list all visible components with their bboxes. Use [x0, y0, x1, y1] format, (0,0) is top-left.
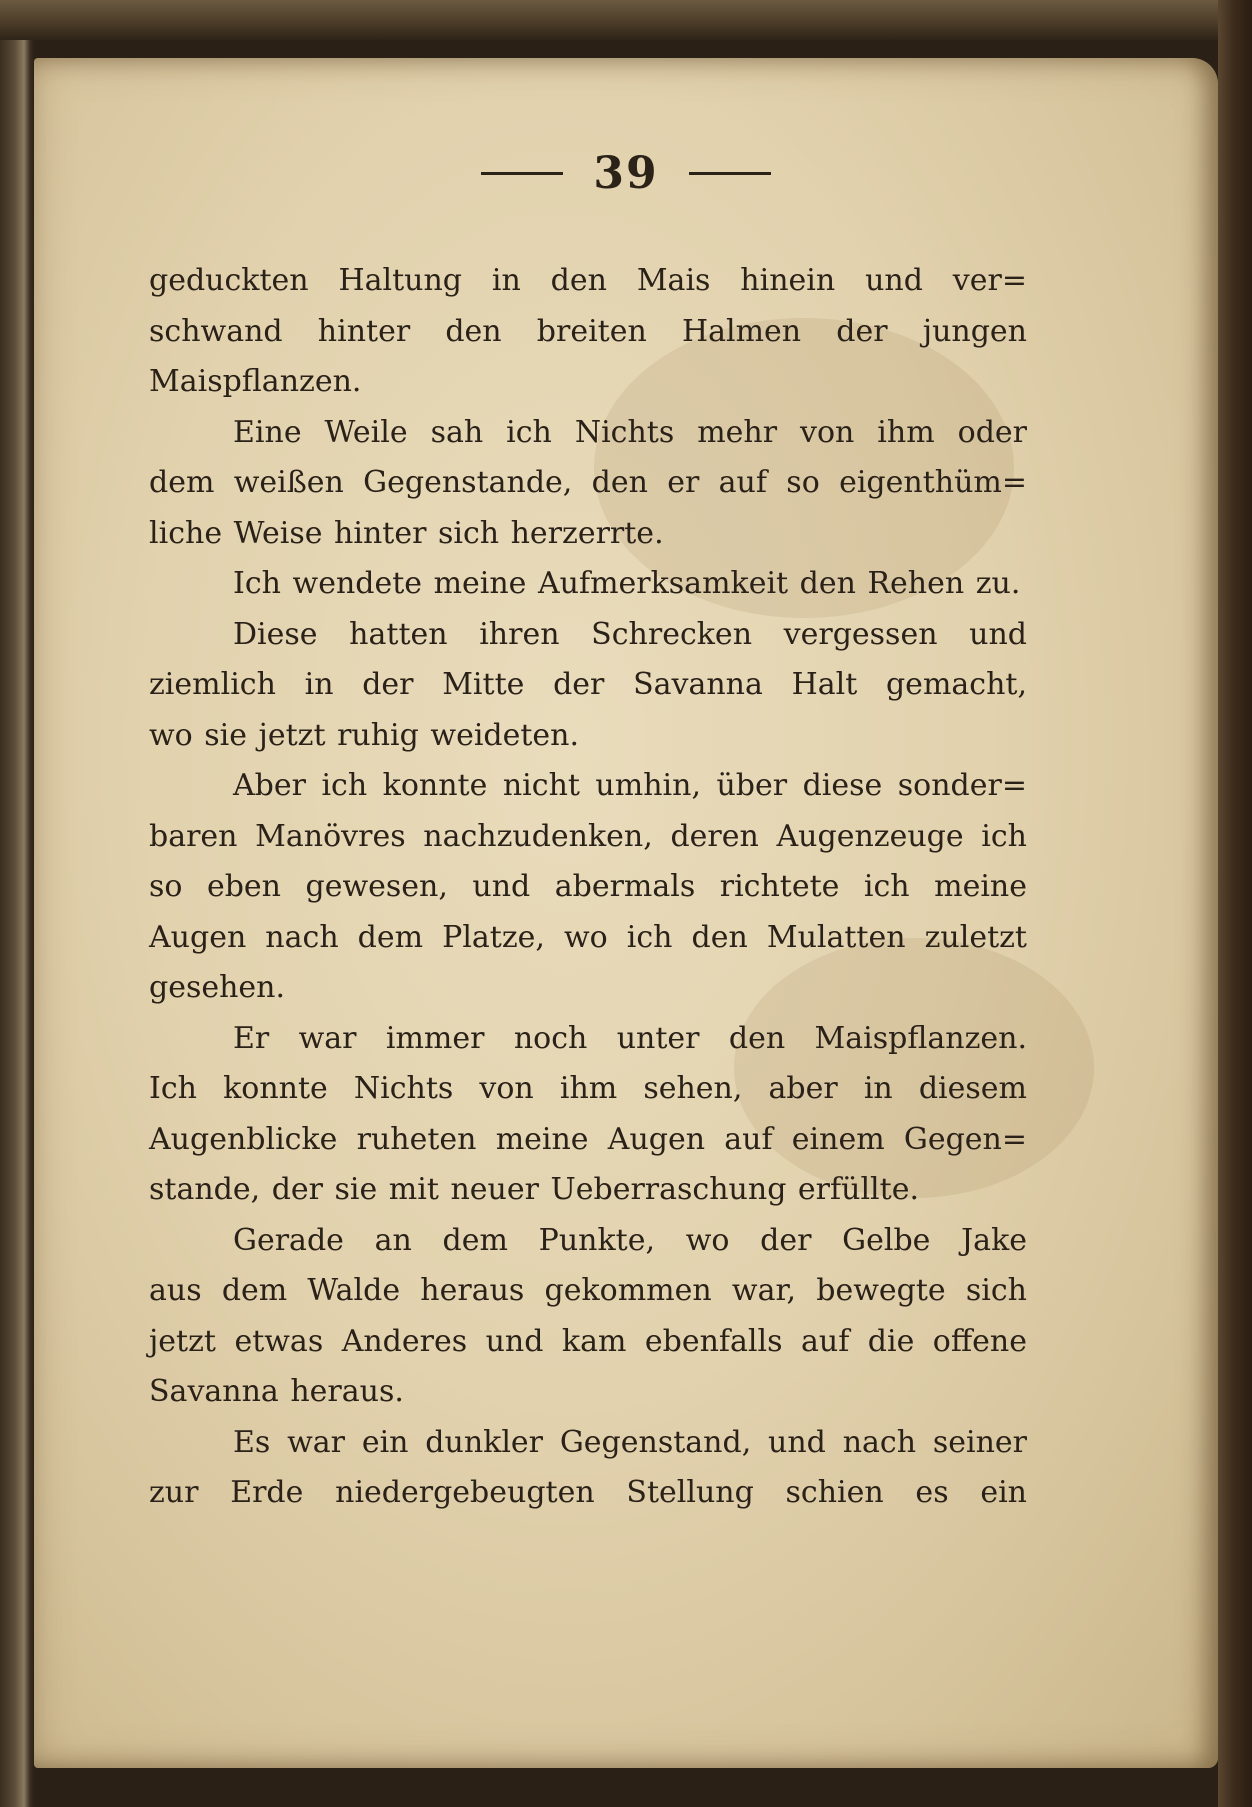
text-line: geduckten Haltung in den Mais hinein und ver=	[149, 263, 1027, 298]
text-line: zur Erde niedergebeugten Stellung schien es ein	[149, 1475, 1027, 1510]
body-text	[149, 256, 1027, 1519]
page-right-edge	[1218, 0, 1252, 1807]
text-line: aus dem Walde heraus gekommen war, bewegte sich	[149, 1273, 1027, 1308]
text-line: Diese hatten ihren Schrecken vergessen und	[233, 616, 1027, 652]
book-page	[34, 58, 1218, 1768]
page-top-edge	[0, 0, 1252, 40]
text-line: Ich wendete meine Aufmerksamkeit den Rehen zu.	[233, 566, 1021, 601]
text-line: Gerade an dem Punkte, wo der Gelbe Jake	[233, 1222, 1027, 1258]
page-header	[34, 148, 1218, 199]
text-line: wo sie jetzt ruhig weideten.	[149, 717, 580, 753]
text-line: liche Weise hinter sich herzerrte.	[149, 515, 664, 551]
text-line: Aber ich konnte nicht umhin, über diese sonder=	[233, 768, 1027, 803]
text-line: jetzt etwas Anderes und kam ebenfalls auf die offene	[149, 1323, 1027, 1359]
text-line: baren Manövres nachzudenken, deren Augenzeuge ich	[149, 818, 1027, 854]
text-line: Maispflanzen.	[149, 364, 362, 399]
page-number: 39	[593, 148, 659, 199]
text-line: Augenblicke ruheten meine Augen auf einem Gegen=	[149, 1121, 1027, 1157]
text-line: Eine Weile sah ich Nichts mehr von ihm oder	[233, 414, 1027, 450]
text-line: Augen nach dem Platze, wo ich den Mulatten zuletzt	[149, 919, 1027, 955]
text-line: Es war ein dunkler Gegenstand, und nach seiner	[233, 1424, 1027, 1460]
text-line: Ich konnte Nichts von ihm sehen, aber in diesem	[149, 1071, 1027, 1106]
text-line: Er war immer noch unter den Maispflanzen.	[233, 1020, 1027, 1056]
text-line: so eben gewesen, und abermals richtete ich meine	[149, 869, 1027, 904]
header-rule-right	[689, 172, 771, 175]
text-line: gesehen.	[149, 970, 286, 1005]
header-rule-left	[481, 172, 563, 175]
text-line: stande, der sie mit neuer Ueberraschung erfüllte.	[149, 1172, 919, 1207]
text-line: Savanna heraus.	[149, 1374, 404, 1409]
text-line: schwand hinter den breiten Halmen der jungen	[149, 313, 1027, 349]
text-line: dem weißen Gegenstande, den er auf so eigenthüm=	[149, 465, 1027, 500]
text-line: ziemlich in der Mitte der Savanna Halt gemacht,	[149, 667, 1027, 702]
